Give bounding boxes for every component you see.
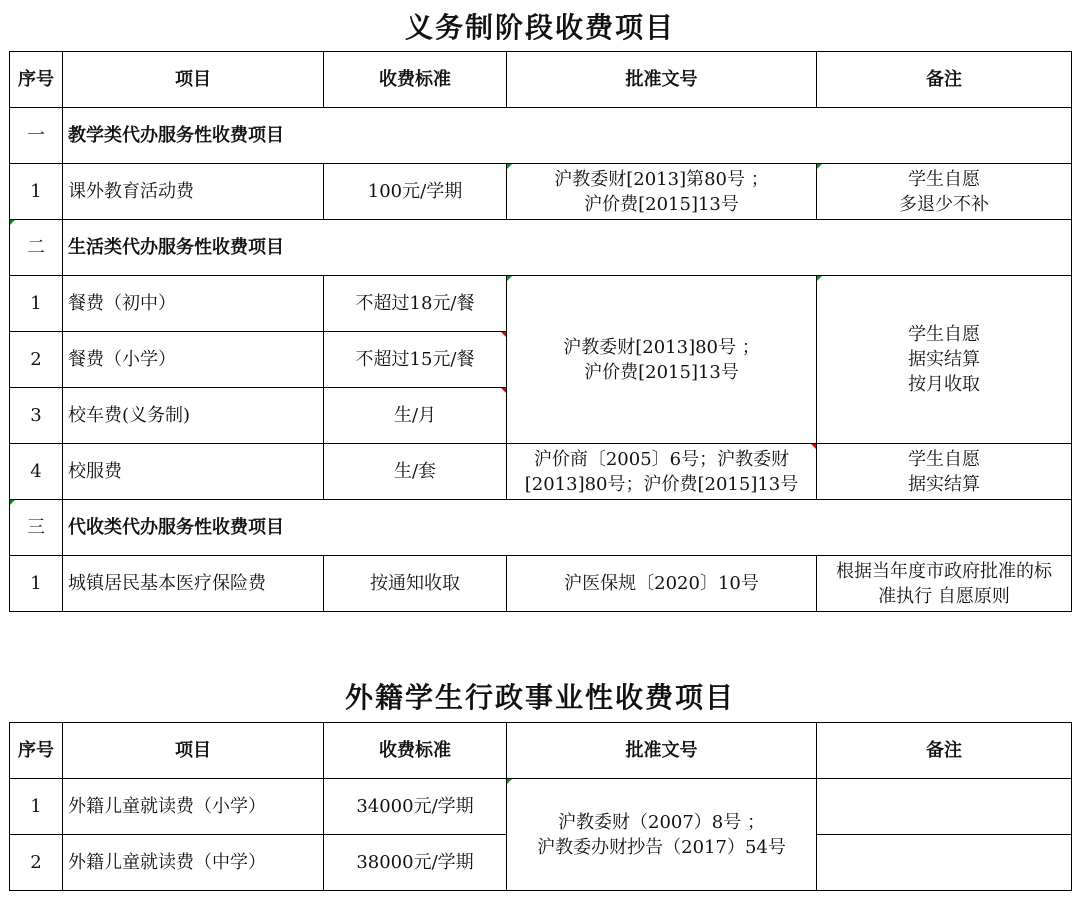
section-no: 一 xyxy=(10,108,63,164)
row-item: 课外教育活动费 xyxy=(63,164,324,220)
row-item: 外籍儿童就读费（中学） xyxy=(63,835,324,891)
table-row xyxy=(10,779,1072,835)
group-note: 学生自愿 据实结算 按月收取 xyxy=(817,276,1072,444)
row-standard: 按通知收取 xyxy=(324,556,507,612)
row-item: 校车费(义务制) xyxy=(63,388,324,444)
row-standard: 不超过15元/餐 xyxy=(324,332,507,388)
table-row xyxy=(10,444,1072,500)
header-standard: 收费标准 xyxy=(324,52,507,108)
group-approval: 沪教委财（2007）8号 ； 沪教委办财抄告（2017）54号 xyxy=(507,779,817,891)
row-note: 根据当年度市政府批准的标 准执行 自愿原则 xyxy=(817,556,1072,612)
foreign-student-fee-table xyxy=(9,722,1072,891)
row-no: 2 xyxy=(10,835,63,891)
row-note xyxy=(817,779,1072,835)
row-approval: 沪价商〔2005〕6号；沪教委财 [2013]80号；沪价费[2015]13号 xyxy=(507,444,817,500)
row-note xyxy=(817,835,1072,891)
header-no: 序号 xyxy=(10,52,63,108)
header-item: 项目 xyxy=(63,723,324,779)
header-approval: 批准文号 xyxy=(507,52,817,108)
row-item: 餐费（小学） xyxy=(63,332,324,388)
table2-title: 外籍学生行政事业性收费项目 xyxy=(344,681,735,714)
section-row xyxy=(10,108,1072,164)
row-note: 学生自愿 多退少不补 xyxy=(817,164,1072,220)
row-item: 校服费 xyxy=(63,444,324,500)
row-no: 1 xyxy=(10,164,63,220)
section-row xyxy=(10,500,1072,556)
compulsory-fee-table xyxy=(9,51,1072,612)
section-row xyxy=(10,220,1072,276)
section-name: 教学类代办服务性收费项目 xyxy=(63,108,1072,164)
row-item: 外籍儿童就读费（小学） xyxy=(63,779,324,835)
table-header-row xyxy=(10,723,1072,779)
row-approval: 沪教委财[2013]第80号 ； 沪价费[2015]13号 xyxy=(507,164,817,220)
table-row xyxy=(10,556,1072,612)
header-note: 备注 xyxy=(817,723,1072,779)
header-no: 序号 xyxy=(10,723,63,779)
table1-title: 义务制阶段收费项目 xyxy=(404,11,675,44)
row-standard: 100元/学期 xyxy=(324,164,507,220)
row-no: 4 xyxy=(10,444,63,500)
header-standard: 收费标准 xyxy=(324,723,507,779)
table-row xyxy=(10,276,1072,332)
row-approval: 沪医保规〔2020〕10号 xyxy=(507,556,817,612)
row-standard: 不超过18元/餐 xyxy=(324,276,507,332)
section-name: 生活类代办服务性收费项目 xyxy=(63,220,1072,276)
section-name: 代收类代办服务性收费项目 xyxy=(63,500,1072,556)
row-note: 学生自愿 据实结算 xyxy=(817,444,1072,500)
group-approval: 沪教委财[2013]80号 ； 沪价费[2015]13号 xyxy=(507,276,817,444)
section-no: 二 xyxy=(10,220,63,276)
row-no: 3 xyxy=(10,388,63,444)
table-header-row xyxy=(10,52,1072,108)
header-note: 备注 xyxy=(817,52,1072,108)
row-standard: 34000元/学期 xyxy=(324,779,507,835)
row-no: 1 xyxy=(10,556,63,612)
row-item: 城镇居民基本医疗保险费 xyxy=(63,556,324,612)
row-item: 餐费（初中） xyxy=(63,276,324,332)
row-no: 2 xyxy=(10,332,63,388)
table-row xyxy=(10,164,1072,220)
row-standard: 38000元/学期 xyxy=(324,835,507,891)
row-standard: 生/套 xyxy=(324,444,507,500)
row-no: 1 xyxy=(10,276,63,332)
header-approval: 批准文号 xyxy=(507,723,817,779)
row-standard: 生/月 xyxy=(324,388,507,444)
row-no: 1 xyxy=(10,779,63,835)
header-item: 项目 xyxy=(63,52,324,108)
section-no: 三 xyxy=(10,500,63,556)
